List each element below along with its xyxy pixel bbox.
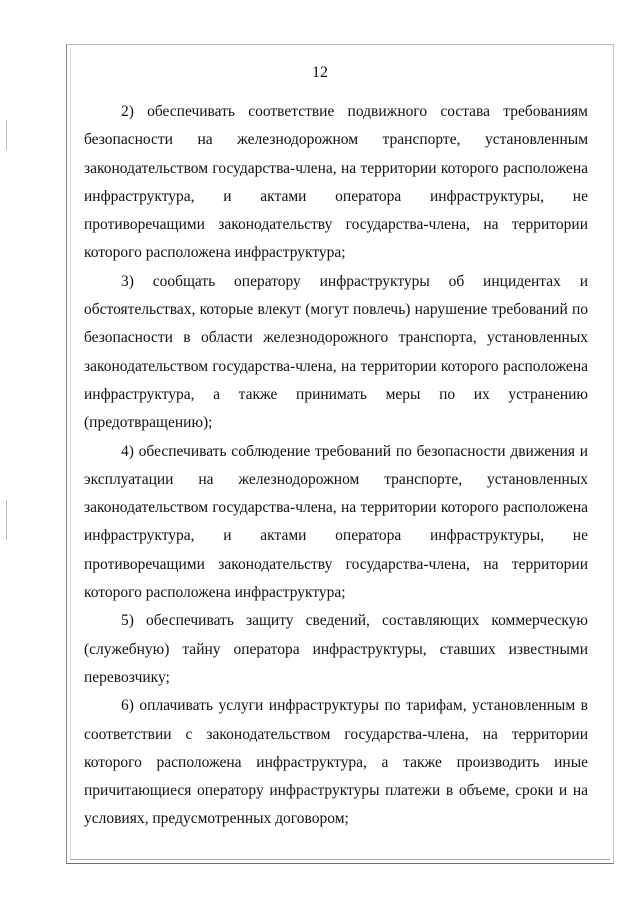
paragraph-item-2: 2) обеспечивать соответствие подвижного состава требованиям безопасности на железнодорожном транспорте, установленным законодательством государства-члена, на территории которого расположена инфраструктура, и актами оператора инфраструктуры, не противоречащими законодательству государства-члена, на территории которого расположена инфраструктура; bbox=[84, 103, 588, 262]
paragraph-item-3: 3) сообщать оператору инфраструктуры об инцидентах и обстоятельствах, которые влекут (могут повлечь) нарушение требований по безопасности в области железнодорожного транспорта, установленных законодательством государства-члена, на территории которого расположена инфраструктура, а также принимать меры по их устранению (предотвращению); bbox=[84, 272, 588, 432]
scan-artifact bbox=[6, 120, 7, 150]
scan-artifact bbox=[6, 500, 7, 540]
paragraph-item-4: 4) обеспечивать соблюдение требований по безопасности движения и эксплуатации на железнодорожном транспорте, установленных законодательством государства-члена, на территории которого расположена инфраструктура, и актами оператора инфраструктуры, не противоречащими законодательству государства-члена, на территории которого расположена инфраструктура; bbox=[84, 442, 588, 602]
paragraph-item-5: 5) обеспечивать защиту сведений, составляющих коммерческую (служебную) тайну оператора инфраструктуры, ставших известными перевозчику; bbox=[84, 612, 588, 686]
document-body bbox=[84, 98, 588, 834]
paragraph-item-6: 6) оплачивать услуги инфраструктуры по тарифам, установленным в соответствии с законодательством государства-члена, на территории которого расположена инфраструктура, а также производить иные причитающиеся оператору инфраструктуры платежи в объеме, сроки и на условиях, предусмотренных договором; bbox=[84, 697, 588, 828]
page-number: 12 bbox=[312, 64, 328, 81]
